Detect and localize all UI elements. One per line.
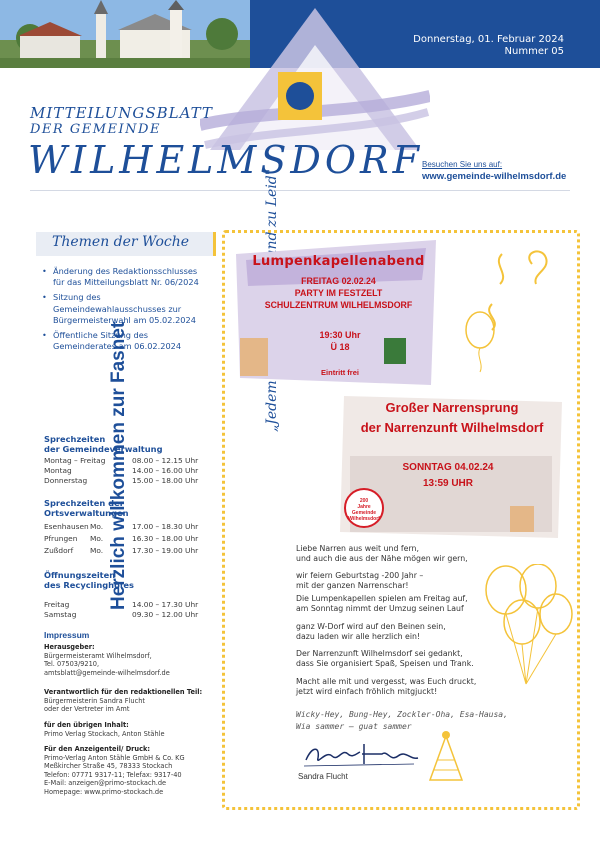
poster1-entry: Eintritt frei	[321, 368, 359, 377]
jubilee-badge: 200 Jahre Gemeinde Wilhelmsdorf	[344, 488, 384, 528]
print-homepage[interactable]: Homepage: www.primo-stockach.de	[44, 787, 164, 796]
fasnet-vertical-title: Herzlich willkommen zur Fasnet	[108, 321, 129, 610]
section-heading: Öffnungszeiten	[44, 570, 116, 580]
poster1-age: Ü 18	[330, 342, 350, 352]
masthead-line-1: MITTEILUNGSBLATT	[30, 104, 213, 122]
poem-stanza-3: Die Lumpenkapellen spielen am Freitag auf, am Sonntag nimmt der Umzug seinen Lauf	[296, 594, 468, 614]
header-divider	[30, 190, 570, 191]
logo-art	[200, 0, 430, 160]
signature-image	[302, 740, 422, 770]
topic-item[interactable]: • Sitzung des Gemeindewahlausschusses zur Bürgermeisterwahl am 05.02.2024	[40, 292, 208, 326]
issue-number: Nummer 05	[504, 46, 564, 57]
impressum-publisher: Herausgeber: Bürgermeisteramt Wilhelmsdorf, Tel. 07503/9210, amtsblatt@gemeinde-wilhelmsdorf.de	[44, 643, 170, 677]
section-heading: Ortsverwaltungen	[44, 508, 129, 518]
topic-item[interactable]: • Öffentliche Sitzung des Gemeinderates am 06.02.2024	[40, 330, 208, 352]
poster1-title: Lumpenkapellenabend	[252, 254, 425, 269]
publisher-email[interactable]: amtsblatt@gemeinde-wilhelmsdorf.de	[44, 668, 170, 677]
section-heading: der Gemeindeverwaltung	[44, 444, 163, 454]
impressum-print: Für den Anzeigenteil/ Druck: Primo-Verlag Anton Stähle GmbH & Co. KG Meßkircher Straße 45, 78333 Stockach Telefon: 07771 9317-11; Telefax: 9317-40 E-Mail: anzeigen@primo-stockach.de Homepage: www.primo-stockach.de	[44, 745, 185, 796]
themen-title: Themen der Woche	[52, 234, 190, 250]
poster1-date: FREITAG 02.02.24	[301, 276, 376, 286]
issue-date: Donnerstag, 01. Februar 2024	[413, 34, 564, 45]
poem-stanza-4: ganz W-Dorf wird auf den Beinen sein, dazu laden wir alle herzlich ein!	[296, 622, 446, 642]
poster2-title: Großer Narrensprung	[385, 400, 519, 415]
fasnet-cheer: Wicky-Hey, Bung-Hey, Zockler-Oha, Esa-Hausa, Wia sammer – guat sammer	[296, 710, 508, 731]
print-email[interactable]: E-Mail: anzeigen@primo-stockach.de	[44, 779, 167, 788]
party-hat-icon	[426, 730, 466, 784]
website-link[interactable]: www.gemeinde-wilhelmsdorf.de	[422, 171, 567, 182]
topic-item[interactable]: • Änderung des Redaktionsschlusses für das Mitteilungsblatt Nr. 06/2024	[40, 266, 208, 288]
impressum-title: Impressum	[44, 630, 90, 640]
impressum-editorial: Verantwortlich für den redaktionellen Teil: Bürgermeisterin Sandra Flucht oder der Vertreter im Amt	[44, 688, 203, 714]
poem-stanza-2: wir feiern Geburtstag -200 Jahr – mit der ganzen Narrenschar!	[296, 571, 424, 591]
poster2-time: 13:59 UHR	[422, 478, 474, 489]
poster2-date: SONNTAG 04.02.24	[402, 462, 494, 473]
section-heading: Sprechzeiten	[44, 434, 106, 444]
visit-label: Besuchen Sie uns auf:	[422, 160, 503, 169]
poem-stanza-6: Macht alle mit und vergesst, was Euch druckt, jetzt wird einfach fröhlich mitgjuckt!	[296, 677, 477, 697]
signatory-name: Sandra Flucht	[298, 772, 348, 781]
poster1-time: 19:30 Uhr	[319, 330, 361, 340]
impressum-other: für den übrigen Inhalt: Primo Verlag Stockach, Anton Stähle	[44, 721, 165, 738]
section-heading: Sprechzeiten der	[44, 498, 124, 508]
masthead-title: WILHELMSDORF	[28, 138, 423, 182]
poster1-location: PARTY IM FESTZELT	[294, 288, 383, 298]
poem-stanza-5: Der Narrenzunft Wilhelmsdorf sei gedankt, dass Sie organisiert Spaß, Speisen und Trank.	[296, 649, 474, 669]
poster1-venue: SCHULZENTRUM WILHELMSDORF	[264, 300, 413, 310]
masthead-line-2: DER GEMEINDE	[30, 122, 161, 137]
section-heading: des Recyclinghofes	[44, 580, 134, 590]
streamer-balloon-decoration-icon	[462, 244, 572, 374]
poster2-subtitle: der Narrenzunft Wilhelmsdorf	[360, 420, 544, 435]
poem-stanza-1: Liebe Narren aus weit und fern, und auch die aus der Nähe mögen wir gern,	[296, 544, 468, 564]
